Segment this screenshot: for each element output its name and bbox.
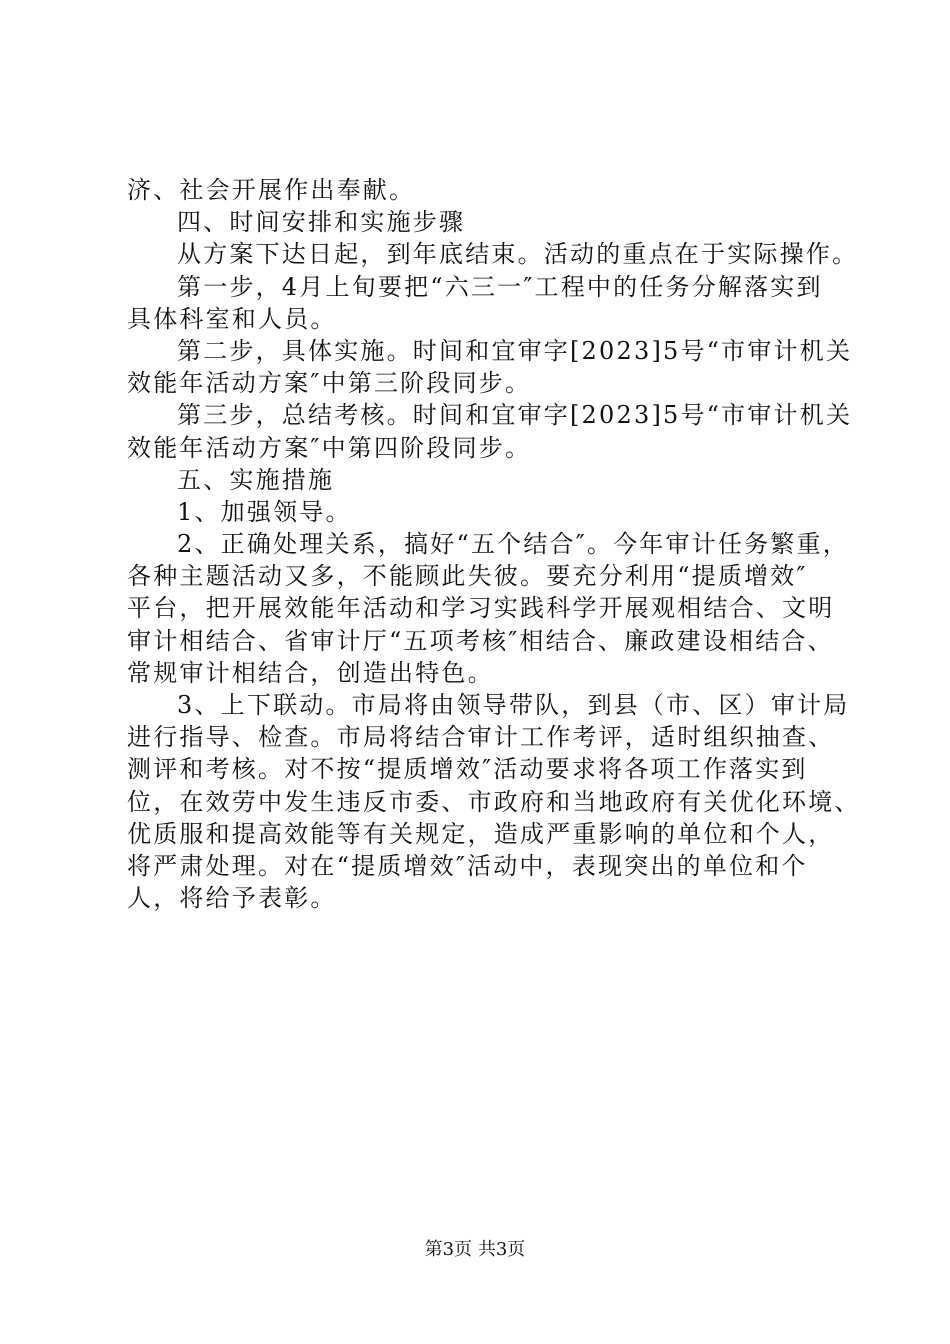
paragraph-line: 效能年活动方案″中第四阶段同步。 <box>127 433 532 462</box>
section-heading: 四、时间安排和实施步骤 <box>177 208 466 237</box>
paragraph-line: 人，将给予表彰。 <box>127 884 337 913</box>
paragraph-line: 常规审计相结合，创造出特色。 <box>127 658 494 687</box>
paragraph-line: 测评和考核。对不按“提质增效″活动要求将各项工作落实到 <box>127 755 808 784</box>
paragraph-line: 审计相结合、省审计厅“五项考核″相结合、廉政建设相结合、 <box>127 626 834 655</box>
paragraph-line: 将严肃处理。对在“提质增效″活动中，表现突出的单位和个 <box>127 851 808 880</box>
page-number-footer: 第3页 共3页 <box>424 1239 526 1260</box>
paragraph-line: 济、社会开展作出奉献。 <box>127 176 416 204</box>
document-body <box>127 174 861 914</box>
paragraph-line: 2、正确处理关系，搞好“五个结合″。今年审计任务繁重， <box>177 530 849 559</box>
paragraph-line: 平台，把开展效能年活动和学习实践科学开展观相结合、文明 <box>127 594 835 623</box>
section-heading: 五、实施措施 <box>177 465 335 494</box>
paragraph-line: 进行指导、检查。市局将结合审计工作考评，适时组织抽查、 <box>127 723 835 752</box>
paragraph-line: 从方案下达日起，到年底结束。活动的重点在于实际操作。 <box>177 240 859 269</box>
paragraph-line: 3、上下联动。市局将由领导带队，到县（市、区）审计局 <box>177 691 850 719</box>
paragraph-line: 第二步，具体实施。时间和宜审字[2023]5号“市审计机关 <box>177 336 853 365</box>
paragraph-line: 各种主题活动又多，不能顾此失彼。要充分利用“提质增效″ <box>127 562 808 591</box>
paragraph-line: 位，在效劳中发生违反市委、市政府和当地政府有关优化环境、 <box>127 787 861 816</box>
paragraph-line: 具体科室和人员。 <box>127 304 337 333</box>
paragraph-line: 第一步，4月上旬要把“六三一″工程中的任务分解落实到 <box>177 272 823 301</box>
paragraph-line: 优质服和提高效能等有关规定，造成严重影响的单位和个人， <box>127 819 835 848</box>
paragraph-line: 效能年活动方案″中第三阶段同步。 <box>127 369 532 398</box>
paragraph-line: 第三步，总结考核。时间和宜审字[2023]5号“市审计机关 <box>177 401 853 430</box>
paragraph-line: 1、加强领导。 <box>177 497 352 526</box>
